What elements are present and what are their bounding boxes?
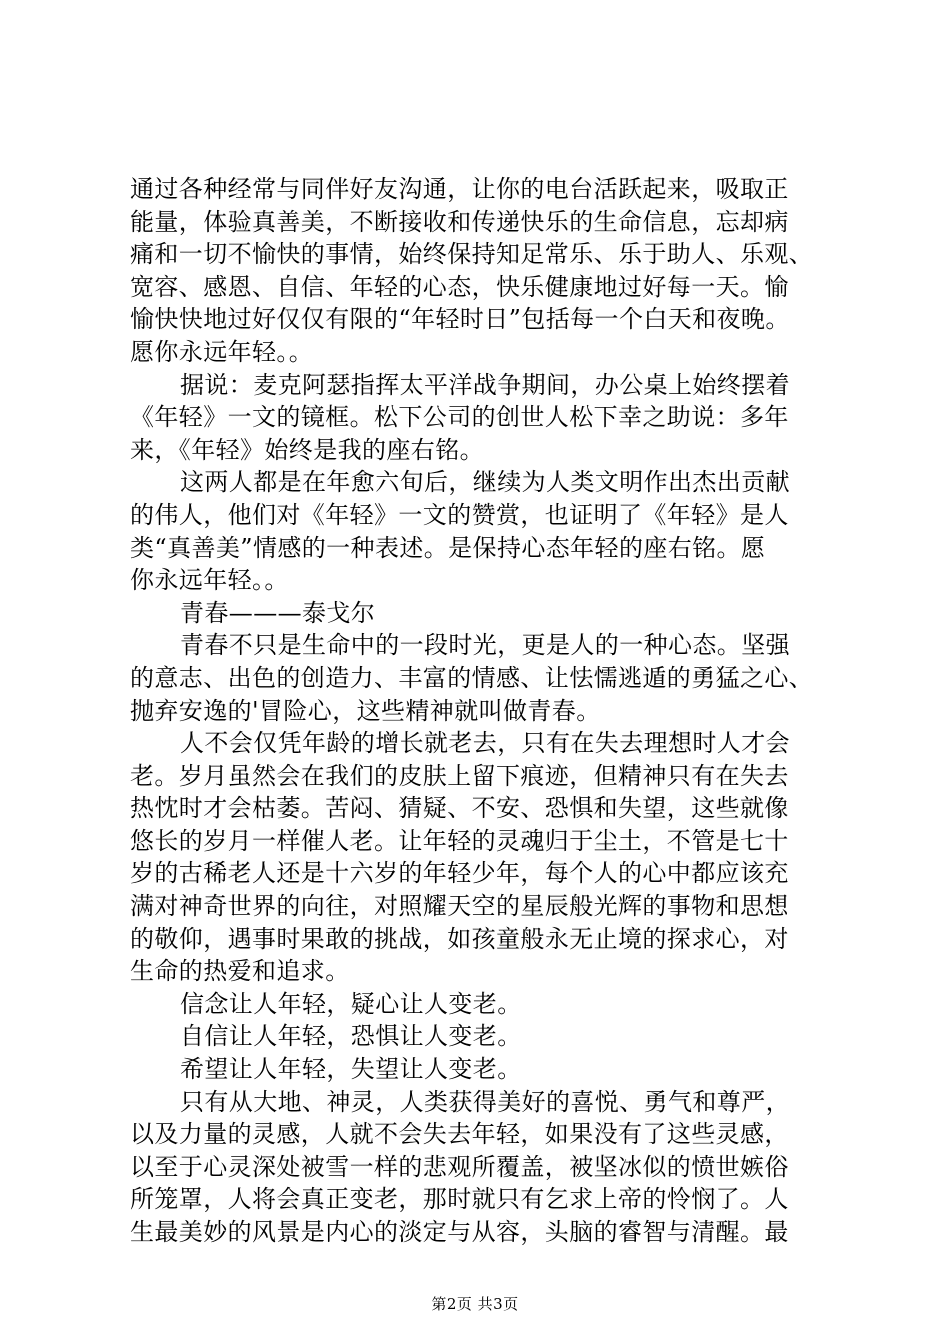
paragraph-first-line: 希望让人年轻，失望让人变老。 [180, 1055, 522, 1084]
text-line: 的伟人，他们对《年轻》一文的赞赏，也证明了《年轻》是人 [130, 500, 789, 529]
text-line: 老。岁月虽然会在我们的皮肤上留下痕迹，但精神只有在失去 [130, 761, 789, 790]
paragraph-first-line: 只有从大地、神灵，人类获得美好的喜悦、勇气和尊严， [180, 1087, 790, 1116]
text-line: 《年轻》一文的镜框。松下公司的创世人松下幸之助说：多年 [130, 403, 789, 432]
text-line: 生命的热爱和追求。 [130, 957, 350, 986]
text-line: 类“真善美”情感的一种表述。是保持心态年轻的座右铭。愿 [130, 533, 766, 562]
document-body [130, 173, 830, 1249]
text-line: 的意志、出色的创造力、丰富的情感、让怯懦逃遁的勇猛之心、 [130, 663, 814, 692]
page-footer [0, 1293, 950, 1314]
paragraph-first-line: 自信让人年轻，恐惧让人变老。 [180, 1022, 522, 1051]
text-line: 愿你永远年轻。。 [130, 337, 314, 366]
text-line: 通过各种经常与同伴好友沟通，让你的电台活跃起来，吸取正 [130, 175, 789, 203]
text-line: 岁的古稀老人还是十六岁的年轻少年，每个人的心中都应该充 [130, 859, 789, 888]
text-line: 以及力量的灵感，人就不会失去年轻，如果没有了这些灵感， [130, 1120, 789, 1149]
paragraph-first-line: 青春不只是生命中的一段时光，更是人的一种心态。坚强 [180, 631, 790, 660]
text-line: 能量，体验真善美，不断接收和传递快乐的生命信息，忘却病 [130, 207, 789, 236]
text-line: 所笼罩，人将会真正变老，那时就只有乞求上帝的怜悯了。人 [130, 1185, 789, 1214]
paragraph-first-line: 人不会仅凭年龄的增长就老去，只有在失去理想时人才会 [180, 729, 790, 758]
text-line: 你永远年轻。。 [130, 566, 289, 595]
text-line: 来，《年轻》始终是我的座右铭。 [130, 435, 484, 464]
text-line: 痛和一切不愉快的事情，始终保持知足常乐、乐于助人、乐观、 [130, 240, 814, 269]
poem-title: 青春———泰戈尔 [180, 598, 376, 627]
text-line: 热忱时才会枯萎。苦闷、猜疑、不安、恐惧和失望，这些就像 [130, 794, 789, 823]
page-number: 第2页 共3页 [431, 1295, 519, 1313]
text-line: 满对神奇世界的向往，对照耀天空的星辰般光辉的事物和思想 [130, 892, 789, 921]
text-line: 宽容、感恩、自信、年轻的心态，快乐健康地过好每一天。愉 [130, 272, 789, 301]
paragraph-first-line: 据说：麦克阿瑟指挥太平洋战争期间，办公桌上始终摆着 [180, 370, 790, 399]
text-line: 以至于心灵深处被雪一样的悲观所覆盖，被坚冰似的愤世嫉俗 [130, 1152, 789, 1181]
paragraph-first-line: 信念让人年轻，疑心让人变老。 [180, 989, 522, 1018]
paragraph-first-line: 这两人都是在年愈六旬后，继续为人类文明作出杰出贡献 [180, 468, 790, 497]
text-line: 悠长的岁月一样催人老。让年轻的灵魂归于尘土，不管是七十 [130, 826, 789, 855]
text-line: 生最美妙的风景是内心的淡定与从容，头脑的睿智与清醒。最 [130, 1218, 789, 1246]
text-line: 的敬仰，遇事时果敢的挑战，如孩童般永无止境的探求心，对 [130, 924, 789, 953]
text-line: 抛弃安逸的'冒险心，这些精神就叫做青春。 [130, 696, 601, 725]
text-line: 愉快快地过好仅仅有限的“年轻时日”包括每一个白天和夜晚。 [130, 305, 790, 334]
